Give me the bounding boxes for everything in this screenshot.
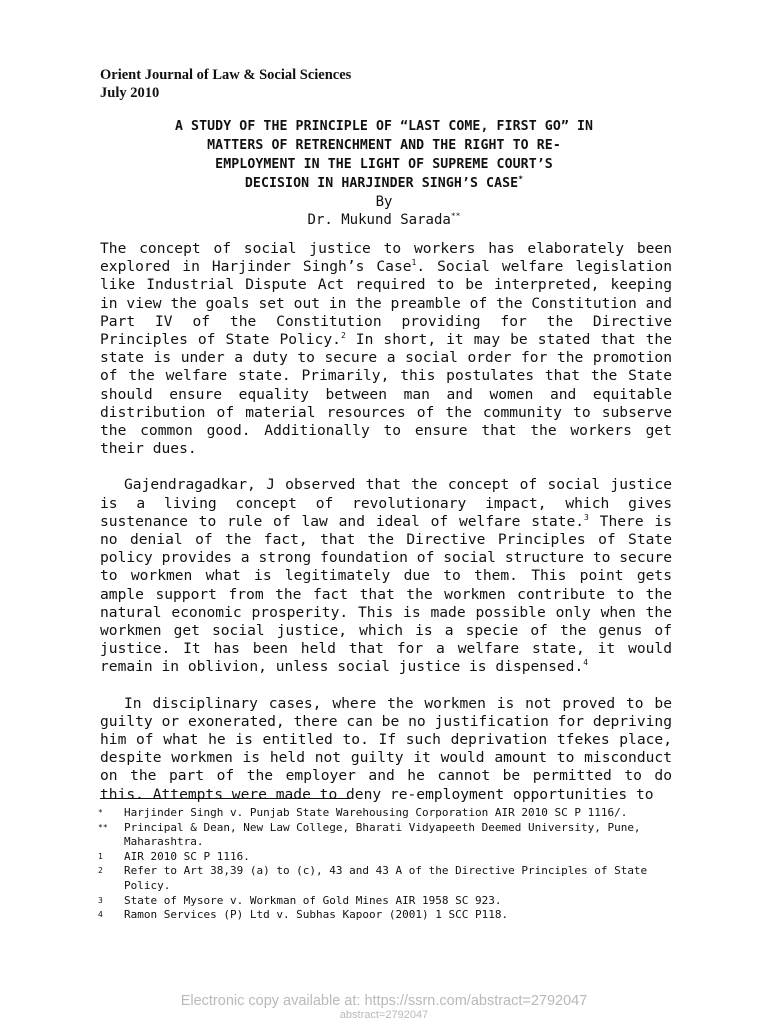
footnote-text: State of Mysore v. Workman of Gold Mines AIR 1958 SC 923. <box>124 893 502 907</box>
footnote <box>98 850 658 865</box>
footnote-mark: 2 <box>98 866 103 876</box>
footnote <box>98 806 658 821</box>
paragraph-3: In disciplinary cases, where the workmen is not proved to be guilty or exonerated, there can be no justification for depriving him of what he is entitled to. If such deprivation tfekes place, despite workmen is held not guilty it would amount to misconduct on the part of the employer and he cannot be permitted to do this. Attempts were made to deny re-employment opportunities to <box>100 694 672 803</box>
journal-name: Orient Journal of Law & Social Sciences <box>100 67 352 83</box>
paragraph-1: The concept of social justice to workers has elaborately been explored in Harjinder Singh’s Case$^1$. Social welfare legislation like Industrial Dispute Act required to be interpreted, keeping in view the goals set out in the preamble of the Constitution and Part IV of the Constitution providing for the Directive Principles of State Policy.$^2$ In short, it may be stated that the state is under a duty to secure a social order for the promotion of the welfare state. Primarily, this postulates that the State should ensure equality between man and women and equitable distribution of material resources of the community to subserve the common good. Additionally to ensure that the workers get their dues. <box>100 240 672 458</box>
footnote-ref: 1 <box>411 258 417 268</box>
footnote-mark: 3 <box>98 895 103 905</box>
footnote <box>98 821 658 850</box>
author-footnote-mark: ** <box>450 211 461 221</box>
footnote-text: Principal & Dean, New Law College, Bharati Vidyapeeth Deemed University, Pune, Maharashtra. <box>124 820 641 849</box>
footnotes <box>98 806 658 923</box>
title-line: DECISION IN HARJINDER SINGH’S CASE* <box>244 174 524 191</box>
title-footnote-mark: * <box>518 174 524 184</box>
footnote <box>98 894 658 909</box>
journal-header <box>100 66 351 102</box>
footnote-text: Harjinder Singh v. Punjab State Warehousing Corporation AIR 2010 SC P 1116/. <box>124 806 628 819</box>
footnote-text: Ramon Services (P) Ltd v. Subhas Kapoor (2001) 1 SCC P118. <box>124 908 509 922</box>
footnote-separator <box>100 798 350 799</box>
title-line: EMPLOYMENT IN THE LIGHT OF SUPREME COURT’S <box>215 157 553 172</box>
footnote-ref: 2 <box>340 331 346 341</box>
footnote-ref: 3 <box>584 512 589 522</box>
issue-date: July 2010 <box>100 85 160 101</box>
footnote-text: AIR 2010 SC P 1116. <box>124 849 250 863</box>
footnote <box>98 908 658 923</box>
article-title <box>95 117 673 193</box>
footnote-ref: 4 <box>583 658 589 668</box>
watermark-line-1: Electronic copy available at: https://ssrn.com/abstract=2792047 <box>180 993 588 1009</box>
ssrn-watermark <box>0 993 768 1022</box>
footnote-mark: * <box>98 808 103 817</box>
title-line: A STUDY OF THE PRINCIPLE OF “LAST COME, FIRST GO” IN <box>174 119 594 134</box>
footnote-mark: 4 <box>98 910 103 920</box>
footnote <box>98 864 658 893</box>
author-name: Dr. Mukund Sarada** <box>307 211 461 228</box>
paragraph-2: Gajendragadkar, J observed that the concept of social justice is a living concept of revolutionary impact, which gives sustenance to rule of law and ideal of welfare state.$^3$ There is no denial of the fact, that the Directive Principles of State policy provides a strong foundation of social structure to secure to workmen what is legitimately due to them. This point gets ample support from the fact that the workmen contribute to the natural economic prosperity. This is made possible only when the workmen get social justice, which is a specie of the genus of justice. It has been held that for a welfare state, it would remain in oblivion, unless social justice is dispensed.$^4$ <box>100 476 672 676</box>
footnote-mark: 1 <box>98 851 103 861</box>
footnote-mark: ** <box>98 822 108 832</box>
footnote-text: Refer to Art 38,39 (a) to (c), 43 and 43 A of the Directive Principles of State Policy. <box>124 864 648 892</box>
article-body <box>100 240 672 822</box>
title-line: MATTERS OF RETRENCHMENT AND THE RIGHT TO RE- <box>207 138 561 153</box>
watermark-line-2: abstract=2792047 <box>339 1009 429 1021</box>
byline-by: By <box>375 194 393 210</box>
